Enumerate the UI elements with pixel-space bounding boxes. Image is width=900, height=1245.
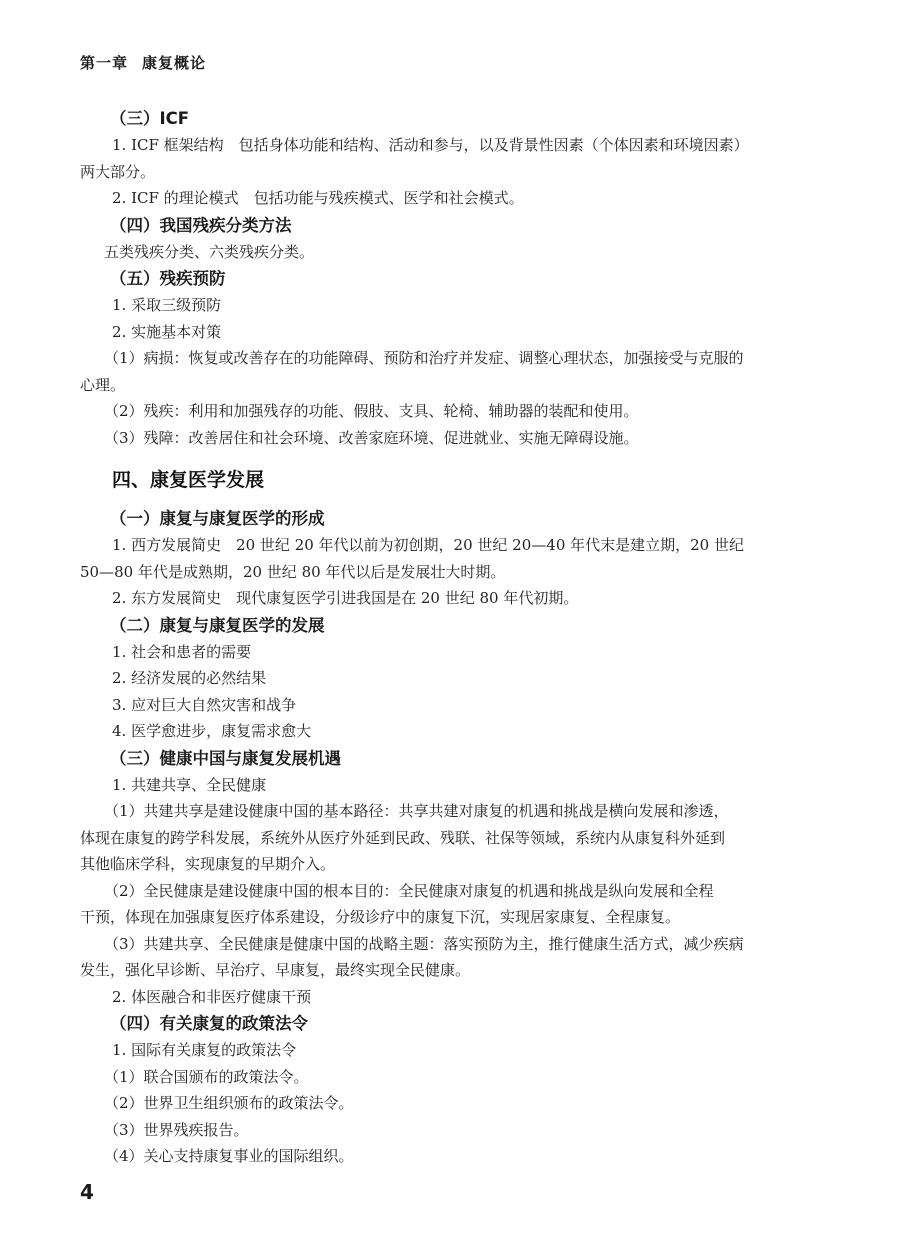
healthy-china-p1-cont: 体现在康复的跨学科发展，系统外从医疗外延到民政、残联、社保等领域，系统内从康复科外延到 xyxy=(80,828,726,847)
icf-item-1-cont: 两大部分。 xyxy=(80,162,156,181)
development-item: 1. 社会和患者的需要 xyxy=(112,642,252,661)
running-header xyxy=(80,52,206,73)
page-body xyxy=(80,105,820,1170)
heading-4-1: （一）康复与康复医学的形成 xyxy=(110,509,325,528)
chapter-title: 康复概论 xyxy=(142,54,207,72)
development-item: 2. 经济发展的必然结果 xyxy=(112,669,267,687)
prevention-sub-1: （1）病损：恢复或改善存在的功能障碍、预防和治疗并发症、调整心理状态，加强接受与克服的 xyxy=(104,349,744,367)
prevention-sub-2: （2）残疾：利用和加强残存的功能、假肢、支具、轮椅、辅助器的装配和使用。 xyxy=(104,402,639,420)
healthy-china-p1: （1）共建共享是建设健康中国的基本路径：共享共建对康复的机遇和挑战是横向发展和渗透， xyxy=(104,802,729,820)
heading-4-3: （三）健康中国与康复发展机遇 xyxy=(110,748,341,768)
prevention-sub-1-cont: 心理。 xyxy=(80,375,126,394)
policy-sub: （1）联合国颁布的政策法令。 xyxy=(104,1067,309,1086)
page-number: 4 xyxy=(80,1180,94,1204)
heading-4-2: （二）康复与康复医学的发展 xyxy=(110,615,325,635)
healthy-china-item-1: 1. 共建共享、全民健康 xyxy=(112,775,267,794)
history-east: 2. 东方发展简史 现代康复医学引进我国是在 20 世纪 80 年代初期。 xyxy=(112,589,579,607)
history-west: 1. 西方发展简史 20 世纪 20 年代以前为初创期，20 世纪 20—40 年代末是建立期，20 世纪 xyxy=(112,536,744,554)
icf-item-2: 2. ICF 的理论模式 包括功能与残疾模式、医学和社会模式。 xyxy=(112,189,524,207)
development-item: 4. 医学愈进步，康复需求愈大 xyxy=(112,722,312,740)
icf-item-1: 1. ICF 框架结构 包括身体功能和结构、活动和参与，以及背景性因素（个体因素和环境因素） xyxy=(112,136,749,154)
heading-4-4: （四）有关康复的政策法令 xyxy=(110,1014,308,1033)
history-west-cont: 50—80 年代是成熟期，20 世纪 80 年代以后是发展壮大时期。 xyxy=(80,562,506,581)
chapter-number: 第一章 xyxy=(80,54,129,72)
heading-disability-prevention: （五）残疾预防 xyxy=(110,269,226,288)
healthy-china-p1-cont: 其他临床学科，实现康复的早期介入。 xyxy=(80,855,336,873)
healthy-china-item-2: 2. 体医融合和非医疗健康干预 xyxy=(112,987,312,1006)
prevention-sub-3: （3）残障：改善居住和社会环境、改善家庭环境、促进就业、实施无障碍设施。 xyxy=(104,428,639,447)
healthy-china-p2: （2）全民健康是建设健康中国的根本目的：全民健康对康复的机遇和挑战是纵向发展和全程 xyxy=(104,881,714,900)
heading-disability-classification: （四）我国残疾分类方法 xyxy=(110,215,292,235)
prevention-item-2: 2. 实施基本对策 xyxy=(112,322,222,341)
heading-icf: （三）ICF xyxy=(110,109,190,128)
classification-text: 五类残疾分类、六类残疾分类。 xyxy=(104,242,315,261)
development-item: 3. 应对巨大自然灾害和战争 xyxy=(112,695,297,714)
prevention-item-1: 1. 采取三级预防 xyxy=(112,296,222,314)
policy-item-1: 1. 国际有关康复的政策法令 xyxy=(112,1041,297,1059)
policy-sub: （3）世界残疾报告。 xyxy=(104,1120,249,1139)
policy-sub: （4）关心支持康复事业的国际组织。 xyxy=(104,1147,354,1165)
healthy-china-p3-cont: 发生，强化早诊断、早治疗、早康复，最终实现全民健康。 xyxy=(80,961,471,979)
heading-section-4: 四、康复医学发展 xyxy=(112,469,265,491)
healthy-china-p2-cont: 干预，体现在加强康复医疗体系建设，分级诊疗中的康复下沉，实现居家康复、全程康复。 xyxy=(80,908,681,926)
policy-sub: （2）世界卫生组织颁布的政策法令。 xyxy=(104,1094,354,1112)
healthy-china-p3: （3）共建共享、全民健康是健康中国的战略主题：落实预防为主，推行健康生活方式，减少疾病 xyxy=(104,934,744,953)
